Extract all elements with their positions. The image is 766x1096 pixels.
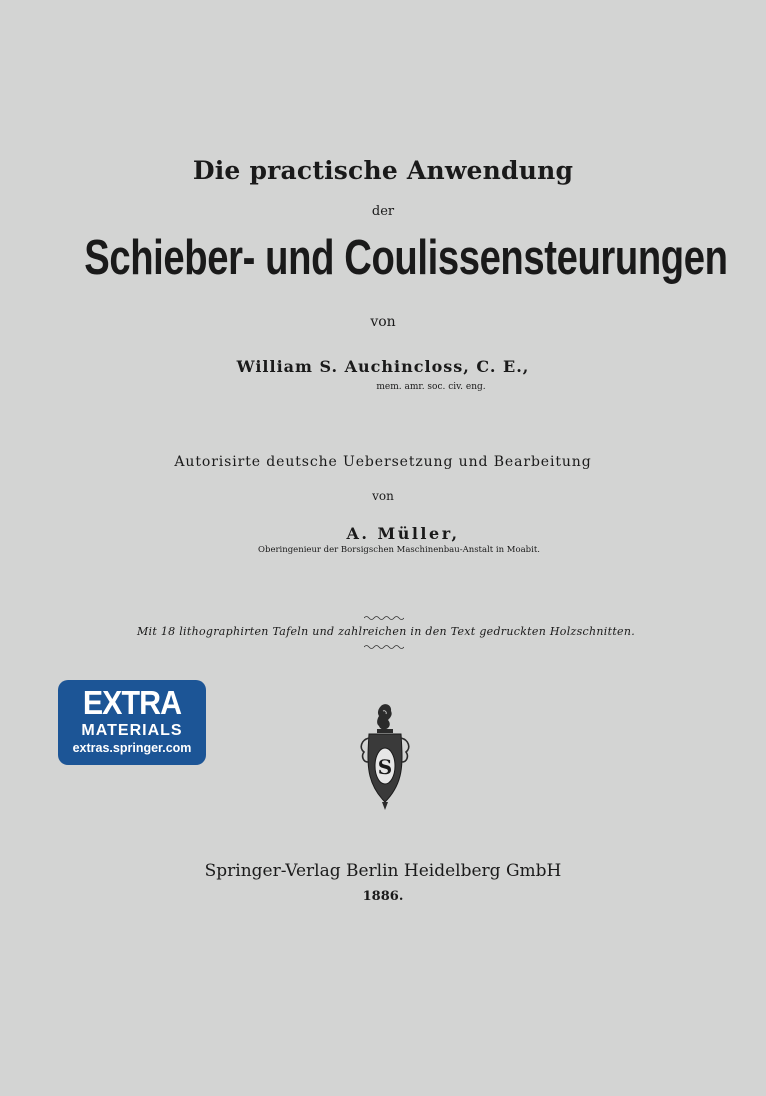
badge-url[interactable]: extras.springer.com [72, 741, 192, 755]
springer-knight-logo-icon [355, 702, 415, 812]
author-name: William S. Auchincloss, C. E., [236, 357, 530, 376]
title-line-1: Die practische Anwendung [192, 156, 574, 185]
translation-note: Autorisirte deutsche Uebersetzung und Bearbeitung [174, 454, 592, 470]
badge-extra-label: EXTRA [82, 684, 182, 721]
wavy-rule-top-icon [364, 615, 404, 621]
title-der: der [371, 204, 395, 219]
wavy-rule-bottom-icon [364, 644, 404, 650]
translator-von: von [372, 489, 394, 503]
svg-text:S: S [377, 755, 393, 779]
author-von: von [370, 314, 396, 330]
publication-year: 1886. [362, 889, 404, 904]
publisher-name: Springer-Verlag Berlin Heidelberg GmbH [204, 861, 562, 881]
author-affiliation: mem. amr. soc. civ. eng. [376, 382, 486, 392]
main-title: Schieber- und Coulissensteurungen [84, 231, 728, 285]
translator-name: A. Müller, [346, 524, 460, 543]
plates-note: Mit 18 lithographirten Tafeln und zahlreichen in den Text gedruckten Holzschnitten. [136, 625, 636, 638]
translator-role: Oberingenieur der Borsigschen Maschinenbau-Anstalt in Moabit. [258, 545, 540, 555]
extra-materials-badge[interactable] [58, 680, 206, 765]
badge-materials-label: MATERIALS [81, 722, 183, 739]
